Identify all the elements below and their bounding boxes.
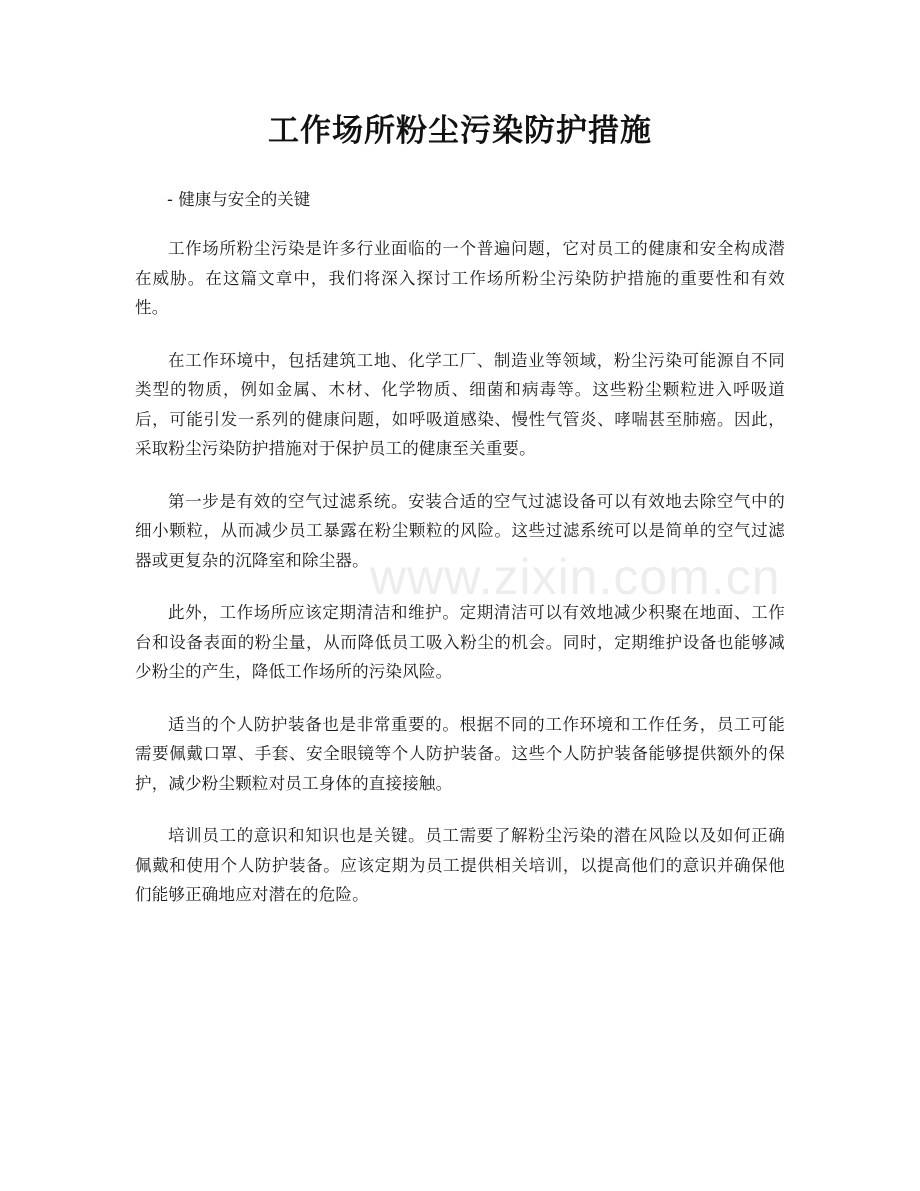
document-title: 工作场所粉尘污染防护措施 [268, 113, 652, 149]
document-subtitle: - 健康与安全的关键 [167, 190, 311, 209]
paragraph: 此外，工作场所应该定期清洁和维护。定期清洁可以有效地减少积聚在地面、工作台和设备表面的粉尘量，从而降低员工吸入粉尘的机会。同时，定期维护设备也能够减少粉尘的产生，降低工作场所的污染风险。 [135, 603, 785, 681]
watermark: www.zixin.com.cn [370, 549, 781, 605]
paragraph: 第一步是有效的空气过滤系统。安装合适的空气过滤设备可以有效地去除空气中的细小颗粒，从而减少员工暴露在粉尘颗粒的风险。这些过滤系统可以是简单的空气过滤器或更复杂的沉降室和除尘器。 [135, 491, 785, 570]
document-body [135, 234, 785, 933]
paragraph: 在工作环境中，包括建筑工地、化学工厂、制造业等领域，粉尘污染可能源自不同类型的物质，例如金属、木材、化学物质、细菌和病毒等。这些粉尘颗粒进入呼吸道后，可能引发一系列的健康问题，如呼吸道感染、慢性气管炎、哮喘甚至肺癌。因此，采取粉尘污染防护措施对于保护员工的健康至关重要。 [135, 350, 785, 458]
paragraph: 培训员工的意识和知识也是关键。员工需要了解粉尘污染的潜在风险以及如何正确佩戴和使用个人防护装备。应该定期为员工提供相关培训，以提高他们的意识并确保他们能够正确地应对潜在的危险。 [135, 826, 785, 904]
paragraph: 适当的个人防护装备也是非常重要的。根据不同的工作环境和工作任务，员工可能需要佩戴口罩、手套、安全眼镜等个人防护装备。这些个人防护装备能够提供额外的保护，减少粉尘颗粒对员工身体的直接接触。 [135, 714, 785, 793]
paragraph: 工作场所粉尘污染是许多行业面临的一个普遍问题，它对员工的健康和安全构成潜在威胁。在这篇文章中，我们将深入探讨工作场所粉尘污染防护措施的重要性和有效性。 [135, 239, 785, 317]
